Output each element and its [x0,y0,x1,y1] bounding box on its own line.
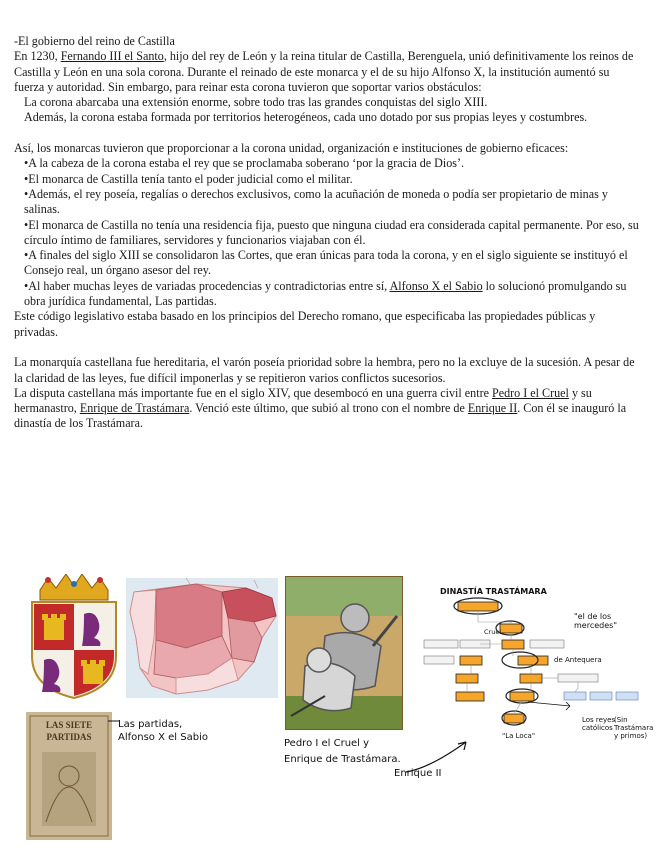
iberian-peninsula-map [126,578,278,698]
text-run: •Al haber muchas leyes de variadas procedencias y contradictorias entre sí, [24,278,390,293]
text-run: En 1230, [14,49,61,64]
tree-note-ante: de Antequera [554,656,602,664]
book-title-line-2: PARTIDAS [46,732,92,742]
monarchs-lead: Así, los monarcas tuvieron que proporcionar a la corona unidad, organización e instituciones de gobierno eficaces: [14,141,569,156]
tree-note-mercedes: "el de los mercedes" [574,612,617,630]
tree-note-cruel: Cruel [484,628,502,636]
book-cover-siete-partidas [26,712,112,840]
bullet-2: •El monarca de Castilla tenía tanto el poder judicial como el militar. [24,171,353,186]
obstacle-1: La corona abarcaba una extensión enorme, sobre todo tras las grandes conquistas del siglo XIII. [24,95,488,110]
link-enrique-ii: Enrique II [467,401,518,416]
text-run: lo solucionó promulgando su obra jurídica fundamental, Las partidas. [24,278,627,309]
intro-paragraph [14,49,642,95]
bullet-4: •El monarca de Castilla no tenía una residencia fija, puesto que ninguna ciudad era considerada capital permanente. Por eso, su círculo íntimo de familiares, servidores y funcionarios viajaban con él. [24,217,639,247]
bullet-1: •A la cabeza de la corona estaba el rey que se proclamaba soberano ‘por la gracia de Dios’. [24,156,465,171]
tree-note-sin: (Sin Trastámara y primos) [614,716,654,740]
bullet-3: •Además, el rey poseía, regalías o derechos exclusivos, como la acuñación de moneda o podía ser propietario de minas y salinas. [24,186,608,217]
book-arrow [106,716,120,726]
succession-paragraph-2 [14,386,642,432]
link-enrique-trastamara: Enrique de Trastámara [79,401,190,416]
link-fernando-iii: Fernando III el Santo [60,49,164,64]
code-paragraph: Este código legislativo estaba basado en los principios del Derecho romano, que especificaba las propiedades públicas y privadas. [14,309,596,339]
text-run: . Con él se inauguró la dinastía de los Trastámara. [14,401,627,431]
book-title-line-1: LAS SIETE [45,720,93,730]
document-body [14,34,642,432]
link-alfonso-x: Alfonso X el Sabio [389,278,483,293]
bullet-5: •A finales del siglo XIII se consolidaron las Cortes, que eran únicas para toda la corona, y en el siglo siguiente se instituyó el Consejo real, un órgano asesor del rey. [24,248,628,278]
tree-title: DINASTÍA TRASTÁMARA [440,587,547,596]
castile-coat-of-arms [26,574,122,700]
book-note: Las partidas, Alfonso X el Sabio [118,719,208,743]
bullet-6 [14,279,642,310]
painting-note: Pedro I el Cruel y Enrique de Trastámara. [284,738,401,765]
text-run: , hijo del rey de León y la reina titular de Castilla, Berenguela, unió definitivamente los reinos de Castilla y León en una sola corona. Durante el reinado de este monarca y el de su hijo Alfonso X, la institución aumentó su fuerza y autoridad. Sin embargo, para reinar esta corona tuvieron que soportar varios obstáculos: [14,49,634,94]
obstacle-2: Además, la corona estaba formada por territorios heterogéneos, cada uno dotado por sus propias leyes y costumbres. [24,110,588,125]
text-run: . Venció este último, que subió al trono con el nombre de [189,401,468,416]
tree-note-catolicos: Los reyes católicos [582,716,616,732]
section-title: -El gobierno del reino de Castilla [14,34,175,48]
text-run: La disputa castellana más importante fue en el siglo XIV, que desembocó en una guerra civil entre [14,385,492,400]
painting-pedro-enrique [285,576,403,730]
tree-note-loca: "La Loca" [502,732,536,740]
succession-paragraph-1: La monarquía castellana fue hereditaria, el varón poseía prioridad sobre la hembra, pero no la excluye de la sucesión. A pesar de la claridad de las leyes, fue difícil imponerlas y se repitieron varios conflictos sucesorios. [14,355,635,385]
link-pedro-i: Pedro I el Cruel [492,385,569,400]
text-run: y su hermanastro, [14,385,592,416]
enrique-note: Enrique II [394,768,442,779]
